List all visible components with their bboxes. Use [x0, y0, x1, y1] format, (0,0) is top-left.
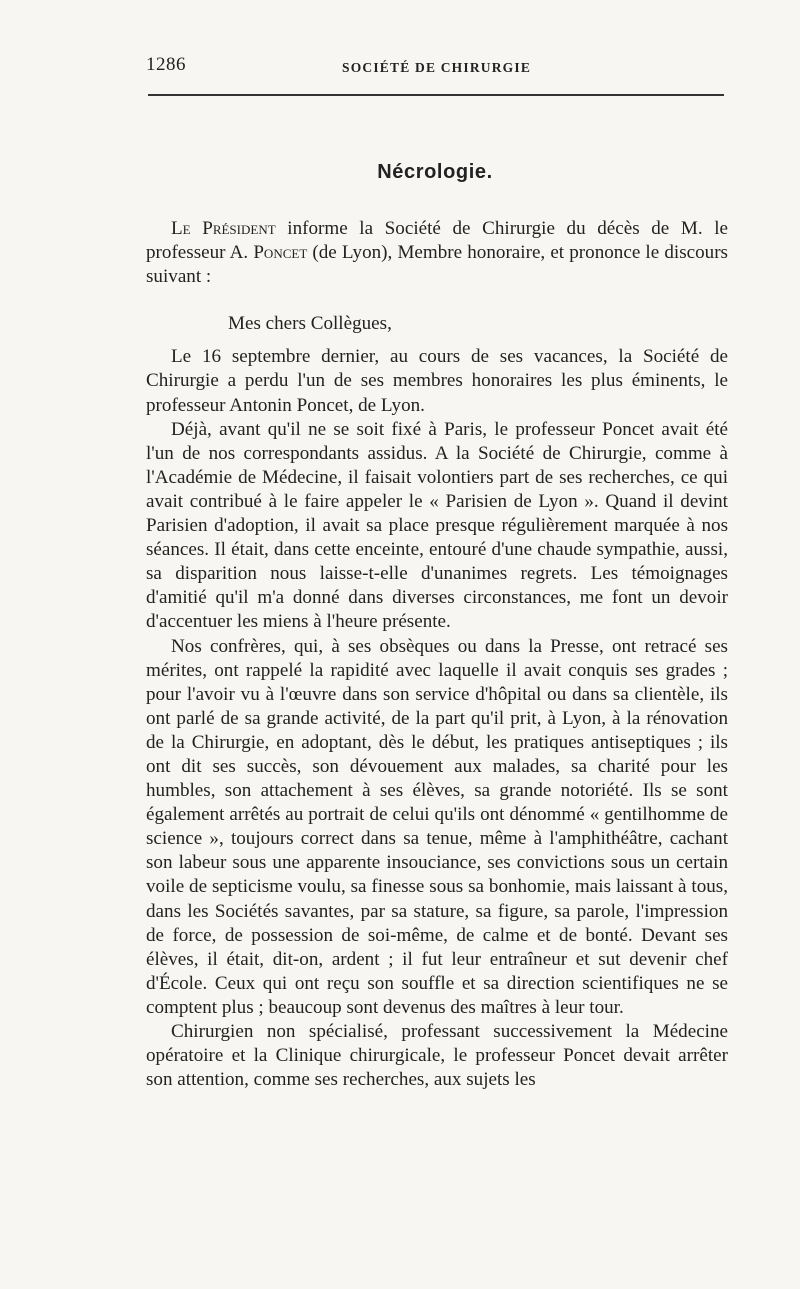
intro-paragraph — [146, 217, 728, 289]
article-body — [146, 217, 728, 1092]
section-title: Nécrologie. — [377, 161, 493, 183]
intro-text-2: (de Lyon), Membre honoraire, et prononce le discours suivant : — [146, 242, 728, 288]
speech-paragraph: Chirurgien non spécialisé, professant successivement la Médecine opératoire et la Clinique chirurgicale, le professeur Poncet devait arrêter son attention, comme ses recherches, aux sujets les — [146, 1021, 728, 1091]
page-number: 1286 — [146, 54, 186, 75]
running-header — [146, 54, 724, 82]
president-label: Le Président — [171, 218, 276, 239]
poncet-label: Poncet — [253, 242, 308, 264]
header-divider — [148, 94, 724, 96]
journal-title: SOCIÉTÉ DE CHIRURGIE — [342, 60, 532, 75]
speech-paragraph: Le 16 septembre dernier, au cours de ses vacances, la Société de Chirurgie a perdu l'un de ses membres honoraires les plus éminents, le professeur Antonin Poncet, de Lyon. — [146, 346, 728, 416]
intro-text-1: informe la Société de Chirurgie du décès de M. le professeur A. — [146, 218, 728, 264]
speech-paragraph: Nos confrères, qui, à ses obsèques ou dans la Presse, ont retracé ses mérites, ont rappelé la rapidité avec laquelle il avait conquis ses grades ; pour l'avoir vu à l'œuvre dans son service d'hôpital ou dans sa clientèle, ils ont parlé de sa grande activité, de la part qu'il prit, à Lyon, à la rénovation de la Chirurgie, en adoptant, dès le début, les pratiques antiseptiques ; ils ont dit ses succès, son dévouement aux malades, sa charité pour les humbles, son attachement à ses élèves, sa grande notoriété. Ils se sont également arrêtés au portrait de celui qu'ils ont dénommé « gentilhomme de science », toujours correct dans sa tenue, même à l'amphithéâtre, cachant son labeur sous une apparente insouciance, ses convictions sous un certain voile de septicisme voulu, sa finesse sous sa bonhomie, mais laissant à tous, dans les Sociétés savantes, par sa stature, sa figure, sa parole, l'impression de force, de possession de soi-même, de calme et de bonté. Devant ses élèves, il était, dit-on, ardent ; il fut leur entraîneur et sut devenir chef d'École. Ceux qui ont reçu son souffle et sa direction scientifiques ne se comptent plus ; beaucoup sont devenus des maîtres à leur tour. — [146, 635, 728, 1018]
speech-greeting: Mes chers Collègues, — [228, 313, 392, 335]
speech-paragraph: Déjà, avant qu'il ne se soit fixé à Paris, le professeur Poncet avait été l'un de nos correspondants assidus. A la Société de Chirurgie, comme à l'Académie de Médecine, il faisait volontiers part de ses recherches, ce qui avait contribué à le faire appeler le « Parisien de Lyon ». Quand il devint Parisien d'adoption, il avait sa place presque régulièrement marquée à nos séances. Il était, dans cette enceinte, entouré d'une chaude sympathie, aussi, sa disparition nous laisse-t-elle d'unanimes regrets. Les témoignages d'amitié qu'il m'a donné dans diverses circonstances, me font un devoir d'accentuer les miens à l'heure présente. — [146, 418, 728, 633]
